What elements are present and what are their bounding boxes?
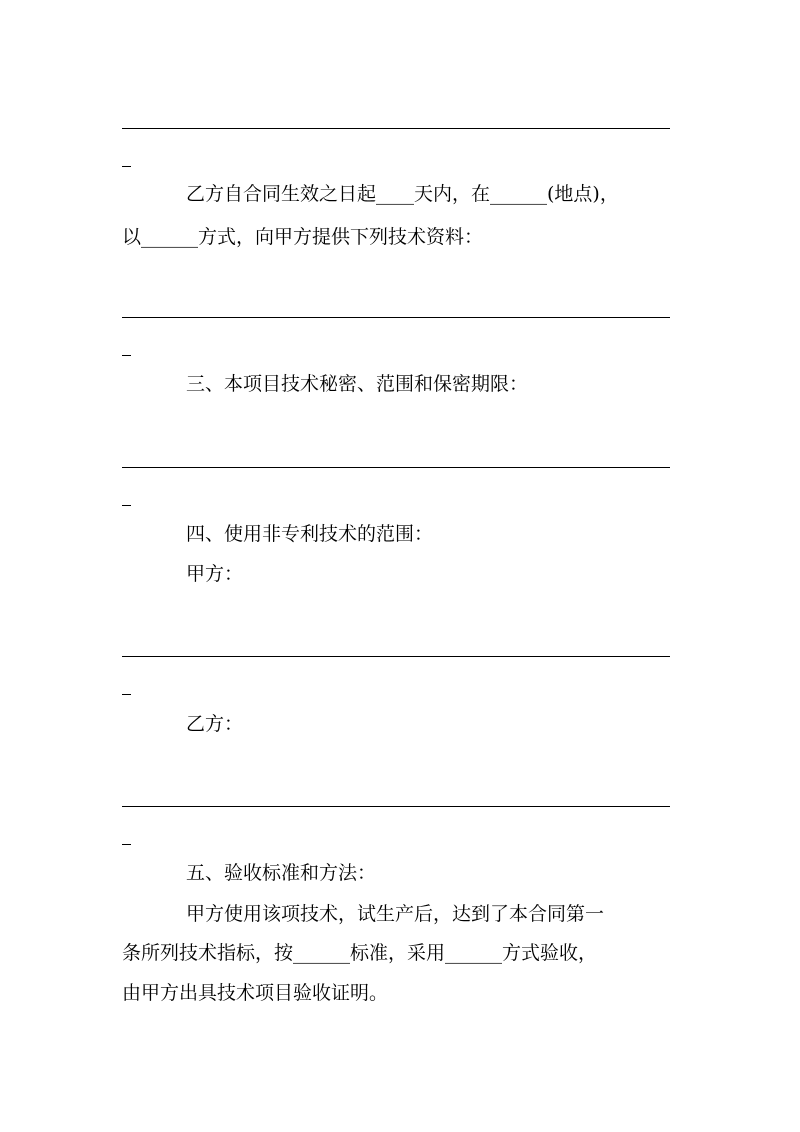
blank-line-end-mark <box>122 505 131 506</box>
section-title <box>0 860 800 886</box>
text: 条所列技术指标，按______标准，采用______方式验收， <box>122 942 598 964</box>
paragraph-line <box>0 181 800 207</box>
blank-line-end-mark <box>122 355 131 356</box>
blank-fill-line <box>122 656 670 657</box>
blank-fill-line <box>122 806 670 807</box>
paragraph-line <box>0 940 800 966</box>
text: 五、验收标准和方法： <box>186 862 377 884</box>
paragraph-line <box>0 901 800 927</box>
text: 三、本项目技术秘密、范围和保密期限： <box>186 373 529 395</box>
text: 乙方： <box>186 713 244 735</box>
blank-fill-line <box>122 128 670 129</box>
party-label <box>0 561 800 587</box>
text: 以______方式，向甲方提供下列技术资料： <box>122 226 484 248</box>
text: 由甲方出具技术项目验收证明。 <box>122 982 389 1004</box>
blank-fill-line <box>122 467 670 468</box>
blank-line-end-mark <box>122 694 131 695</box>
blank-line-end-mark <box>122 844 131 845</box>
paragraph-line <box>0 224 800 250</box>
text: 乙方自合同生效之日起____天内，在______(地点)， <box>186 183 619 205</box>
text: 四、使用非专利技术的范围： <box>186 523 434 545</box>
section-title <box>0 521 800 547</box>
section-title <box>0 371 800 397</box>
blank-fill-line <box>122 317 670 318</box>
party-label <box>0 711 800 737</box>
blank-line-end-mark <box>122 166 131 167</box>
text: 甲方使用该项技术，试生产后，达到了本合同第一 <box>186 903 605 925</box>
paragraph-line <box>0 980 800 1006</box>
text: 甲方： <box>186 563 244 585</box>
